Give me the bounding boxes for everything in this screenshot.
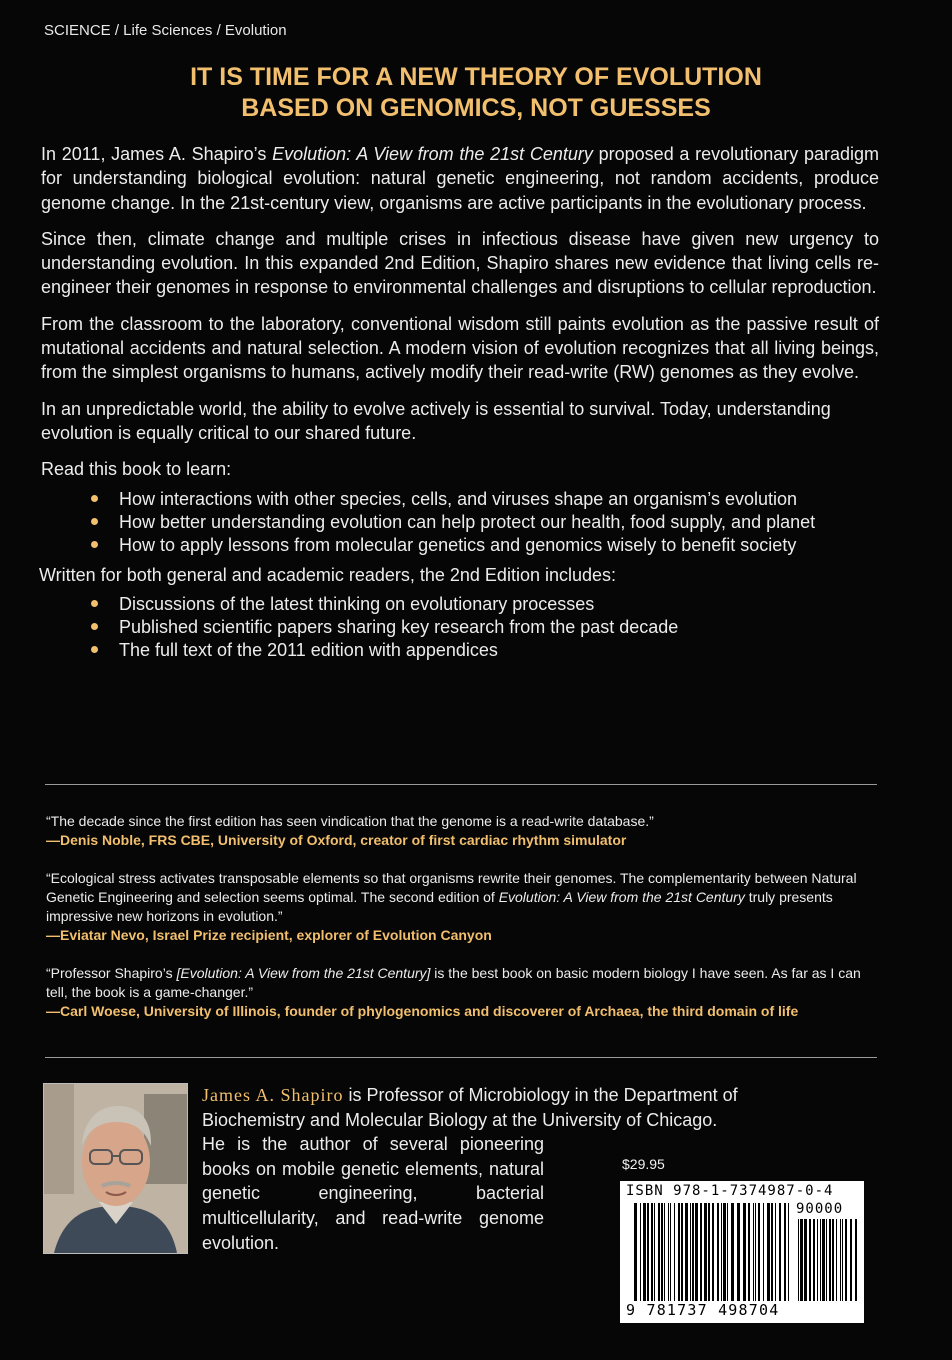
book-title: Evolution: A View from the 21st Century [272, 144, 593, 164]
barcode-bar [829, 1219, 831, 1301]
barcode-bar [832, 1219, 834, 1301]
barcode-bar [758, 1203, 760, 1301]
barcode-bar [685, 1203, 688, 1301]
barcode-bar [651, 1203, 653, 1301]
barcode-bar [647, 1203, 649, 1301]
endorsement-woese [46, 964, 886, 1022]
price-label: $29.95 [622, 1156, 665, 1172]
addon-bars-icon [798, 1219, 858, 1301]
barcode-bar [712, 1203, 714, 1301]
barcode-bar [674, 1203, 675, 1301]
barcode-bar [775, 1203, 776, 1301]
barcode-bar [634, 1203, 637, 1301]
barcode-bar [855, 1219, 857, 1301]
barcode-bar [681, 1203, 683, 1301]
list-item-text: The full text of the 2011 edition with appendices [119, 639, 498, 660]
barcode-bar [771, 1203, 773, 1301]
barcode-bar [643, 1203, 646, 1301]
author-photo [43, 1083, 188, 1254]
barcode-bar [817, 1219, 818, 1301]
paragraph-1-start: In 2011, James A. Shapiro’s [41, 144, 273, 164]
barcode-bar [836, 1219, 837, 1301]
quote-attribution: —Denis Noble, FRS CBE, University of Oxford, creator of first cardiac rhythm simulator [46, 832, 627, 849]
addon-code: 90000 [796, 1201, 844, 1217]
list-item [119, 639, 879, 662]
barcode-bar [668, 1203, 669, 1301]
barcode-bar [664, 1203, 665, 1301]
barcode-bar [692, 1203, 694, 1301]
barcode-bar [640, 1203, 641, 1301]
barcode-bar [845, 1219, 847, 1301]
quote-text [46, 964, 886, 1003]
barcode-bar [748, 1203, 750, 1301]
barcode-bar [723, 1203, 726, 1301]
author-portrait-icon [44, 1084, 187, 1253]
barcode-bar [695, 1203, 698, 1301]
barcode-bar [708, 1203, 710, 1301]
endorsement-noble [46, 812, 886, 851]
barcode-bar [743, 1203, 746, 1301]
barcode-bar [717, 1203, 719, 1301]
bullet-dot-icon [91, 646, 98, 653]
quote-text-end: is the best book on basic modern biology I have seen. As far as I can tell, the book is a game-changer.” [46, 964, 861, 1001]
barcode-bar [826, 1219, 827, 1301]
barcode-bar [678, 1203, 680, 1301]
headline-line-2: BASED ON GENOMICS, NOT GUESSES [241, 94, 711, 122]
barcode-bar [809, 1219, 811, 1301]
divider-bottom [45, 1057, 877, 1058]
list-item [119, 593, 879, 616]
paragraph-1-end: proposed a revolutionary paradigm for understanding biological evolution: natural genetic engineering, not random accidents, produce genome change. In the 21st-century view, organisms are active participants in the evolutionary process. [41, 144, 879, 213]
barcode-bar [788, 1203, 789, 1301]
endorsements [46, 812, 886, 1040]
list-item-text: Discussions of the latest thinking on evolutionary processes [119, 593, 595, 614]
barcode-bar [654, 1203, 655, 1301]
quote-text-start: “Professor Shapiro’s [46, 964, 177, 981]
quote-text: “The decade since the first edition has seen vindication that the genome is a read-write database.” [46, 813, 654, 829]
bio-details: He is the author of several pioneering books on mobile genetic elements, natural genetic engineering, bacterial multicellularity, and read-write genome evolution. [202, 1134, 544, 1253]
barcode-bar [822, 1219, 825, 1301]
bullet-dot-icon [91, 495, 98, 502]
list-item-text: How to apply lessons from molecular genetics and genomics wisely to benefit society [119, 534, 797, 555]
list-item [119, 511, 879, 534]
barcode-bar [842, 1219, 843, 1301]
includes-list [41, 593, 879, 662]
barcode-bar [840, 1219, 841, 1301]
includes-intro: Written for both general and academic readers, the 2nd Edition includes: [39, 564, 617, 585]
paragraph-4: In an unpredictable world, the ability to evolve actively is essential to survival. Today, understanding evolution is equally critical to our shared future. [41, 398, 831, 443]
category-label: SCIENCE / Life Sciences / Evolution [44, 22, 287, 39]
barcode-bar [813, 1219, 815, 1301]
barcode-bar [731, 1203, 734, 1301]
divider-top [45, 784, 877, 785]
bio-intro [202, 1083, 842, 1132]
quote-text-start: “Ecological stress activates transposable elements so that organisms rewrite their genomes. The complementarity between Natural Genetic Engineering and selection seems optimal. The second edition of [46, 869, 857, 905]
barcode-bar [704, 1203, 707, 1301]
ean-number: 9 781737 498704 [626, 1301, 780, 1319]
barcode-bar [670, 1203, 671, 1301]
list-item [119, 534, 879, 557]
barcode-bar [798, 1219, 799, 1301]
barcode-bar [690, 1203, 691, 1301]
bullet-dot-icon [91, 623, 98, 630]
list-item-text: How better understanding evolution can help protect our health, food supply, and planet [119, 511, 816, 532]
author-name: James A. Shapiro [202, 1085, 344, 1105]
learn-list [41, 488, 879, 557]
isbn-barcode [620, 1181, 864, 1323]
bullet-dot-icon [91, 518, 98, 525]
barcode-bar [767, 1203, 770, 1301]
learn-intro: Read this book to learn: [41, 459, 232, 480]
barcode-bar [850, 1219, 852, 1301]
endorsement-nevo [46, 869, 886, 946]
barcode-bar [779, 1203, 781, 1301]
list-item-text: How interactions with other species, cells, and viruses shape an organism’s evolution [119, 488, 798, 509]
paragraph-1 [41, 142, 879, 215]
list-item-text: Published scientific papers sharing key research from the past decade [119, 616, 679, 637]
bullet-dot-icon [91, 541, 98, 548]
barcode-bar [820, 1219, 821, 1301]
barcode-bar [755, 1203, 756, 1301]
isbn-text: ISBN 978-1-7374987-0-4 [626, 1183, 834, 1199]
barcode-bar [800, 1219, 803, 1301]
quote-book-title: Evolution: A View from the 21st Century [498, 888, 745, 905]
quote-text [46, 869, 886, 927]
barcode-bar [658, 1203, 660, 1301]
barcode-bar [753, 1203, 754, 1301]
quote-attribution: —Eviatar Nevo, Israel Prize recipient, explorer of Evolution Canyon [46, 927, 492, 944]
quote-book-title: [Evolution: A View from the 21st Century] [176, 964, 431, 981]
list-item [119, 616, 879, 639]
barcode-bar [721, 1203, 722, 1301]
headline-line-1: IT IS TIME FOR A NEW THEORY OF EVOLUTION [190, 63, 762, 91]
barcode-bar [727, 1203, 728, 1301]
barcode-bar [737, 1203, 740, 1301]
barcode-bars-icon [634, 1203, 792, 1301]
barcode-bar [700, 1203, 702, 1301]
barcode-bar [804, 1219, 807, 1301]
paragraph-3: From the classroom to the laboratory, conventional wisdom still paints evolution as the passive result of mutational accidents and natural selection. A modern vision of evolution recognizes that all living beings, from the simplest organisms to humans, actively modify their read-write (RW) genomes as they evolve. [41, 313, 879, 383]
barcode-bar [763, 1203, 764, 1301]
quote-attribution: —Carl Woese, University of Illinois, founder of phylogenomics and discoverer of Archaea, the third domain of life [46, 1003, 799, 1020]
description [41, 142, 879, 668]
headline [0, 62, 952, 124]
quote-text-end: truly presents impressive new horizons in evolution.” [46, 888, 833, 925]
barcode-bar [661, 1203, 663, 1301]
barcode-bar [784, 1203, 786, 1301]
paragraph-2: Since then, climate change and multiple crises in infectious disease have given new urgency to understanding evolution. In this expanded 2nd Edition, Shapiro shares new evidence that living cells re-engineer their genomes in response to environmental challenges and disruptions to cellular reproduction. [41, 228, 879, 298]
bullet-dot-icon [91, 600, 98, 607]
bio-intro-rest: is Professor of Microbiology in the Department of Biochemistry and Molecular Biology at the University of Chicago. [202, 1085, 738, 1130]
list-item [119, 488, 879, 511]
